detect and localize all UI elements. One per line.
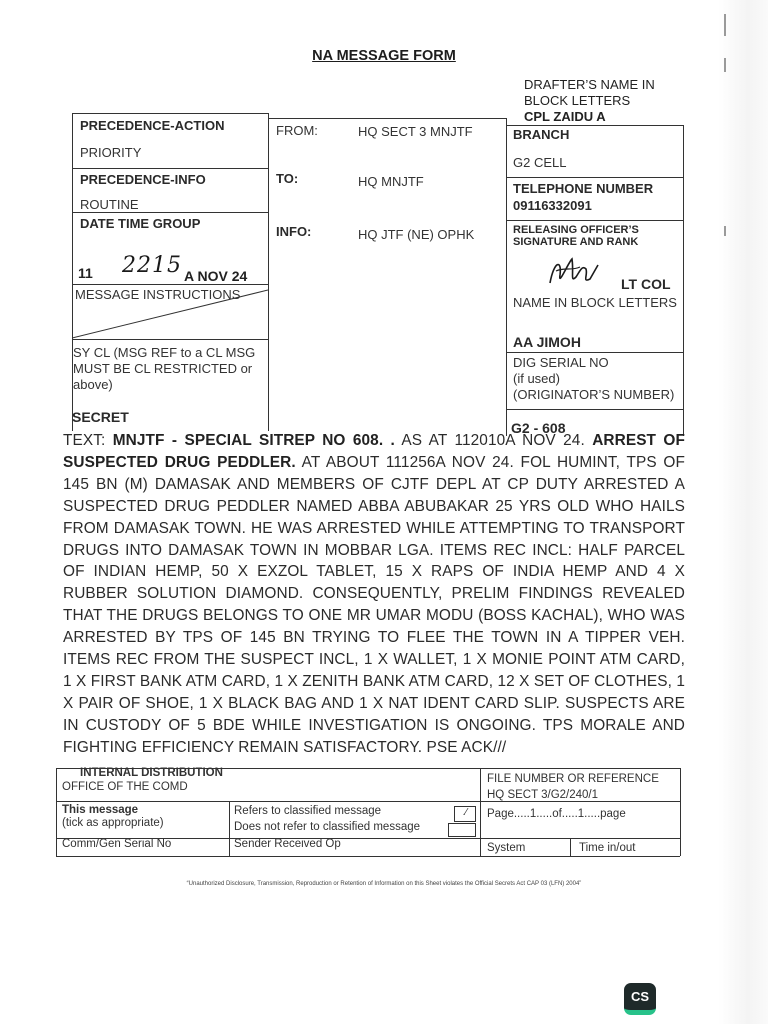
branch-value: G2 CELL bbox=[513, 155, 567, 170]
refers-classified-label: Refers to classified message bbox=[234, 805, 382, 817]
dig-serial-value: G2 - 608 bbox=[511, 420, 566, 436]
scan-edge bbox=[718, 0, 768, 1024]
dtg-label: DATE TIME GROUP bbox=[80, 216, 201, 231]
not-refers-classified-label: Does not refer to classified message bbox=[234, 821, 421, 833]
dtg-month: A NOV 24 bbox=[184, 268, 248, 284]
precedence-info-value: ROUTINE bbox=[80, 197, 139, 212]
drafter-label-line-1: DRAFTER’S NAME IN bbox=[524, 77, 655, 92]
drafter-block bbox=[524, 77, 655, 125]
dtg-day: 11 bbox=[78, 265, 93, 281]
message-text bbox=[63, 430, 685, 759]
officer-signature bbox=[542, 253, 606, 293]
to-label: TO: bbox=[276, 171, 299, 186]
tick-mark: .⁄ bbox=[462, 807, 468, 818]
officer-rank: LT COL bbox=[621, 276, 671, 292]
message-instructions-label: MESSAGE INSTRUCTIONS bbox=[75, 287, 241, 302]
as-at: AS AT 112010A NOV 24. bbox=[394, 432, 593, 449]
precedence-info-label: PRECEDENCE-INFO bbox=[80, 172, 206, 187]
comm-gen-serial-label: Comm/Gen Serial No bbox=[62, 838, 172, 850]
not-refers-tick-box[interactable] bbox=[448, 823, 476, 837]
dig-serial-note-1: (if used) bbox=[513, 371, 560, 386]
security-note-line-3: above) bbox=[73, 377, 113, 392]
dtg-time-handwritten: 2215 bbox=[122, 253, 182, 278]
text-prefix: TEXT: bbox=[63, 432, 113, 449]
internal-distribution-value: OFFICE OF THE COMD bbox=[62, 781, 188, 793]
refers-tick-box[interactable] bbox=[454, 806, 476, 822]
official-secrets-footnote: “Unauthorized Disclosure, Transmission, Reproduction or Retention of Information on this Sheet violates the Official Secrets Act CAP 03 (LFN) 2004” bbox=[186, 881, 582, 887]
sender-received-label: Sender Received Op bbox=[234, 838, 341, 850]
time-in-out-label: Time in/out bbox=[579, 842, 636, 854]
telephone-value: 09116332091 bbox=[513, 198, 592, 213]
this-message-label: This message bbox=[62, 804, 139, 816]
info-value: HQ JTF (NE) OPHK bbox=[358, 227, 475, 242]
releasing-officer-label-2: SIGNATURE AND RANK bbox=[513, 236, 639, 248]
scan-mark bbox=[724, 14, 726, 36]
name-block-letters-label: NAME IN BLOCK LETTERS bbox=[513, 295, 677, 310]
to-value: HQ MNJTF bbox=[358, 174, 424, 189]
internal-distribution-label: INTERNAL DISTRIBUTION bbox=[80, 767, 223, 779]
camscanner-badge: CS bbox=[624, 983, 656, 1015]
dig-serial-label: DIG SERIAL NO bbox=[513, 355, 609, 370]
form-title: NA MESSAGE FORM bbox=[312, 48, 456, 64]
tick-note: (tick as appropriate) bbox=[62, 817, 164, 829]
from-value: HQ SECT 3 MNJTF bbox=[358, 124, 473, 139]
security-note-line-2: MUST BE CL RESTRICTED or bbox=[73, 361, 253, 376]
system-label: System bbox=[487, 842, 526, 854]
drafter-label-line-2: BLOCK LETTERS bbox=[524, 93, 631, 108]
scan-mark bbox=[724, 226, 726, 236]
drafter-name: CPL ZAIDU A bbox=[524, 109, 606, 124]
classification: SECRET bbox=[72, 409, 129, 425]
sitrep-subject: MNJTF - SPECIAL SITREP NO 608. . bbox=[112, 432, 395, 449]
message-body: AT ABOUT 111256A NOV 24. FOL HUMINT, TPS OF 145 BN (M) DAMASAK AND MEMBERS OF CJTF DEPL AT CP DUTY ARRESTED A SUSPECTED DRUG PEDDLER NAMED ABBA ABUBAKAR 25 YRS OLD WHO HAILS FROM DAMASAK TOWN. HE WAS ARRESTED WHILE ATTEMPTING TO TRANSPORT DRUGS INTO DAMASAK TOWN IN MOBBAR LGA. ITEMS REC INCL: HALF PARCEL OF INDIAN HEMP, 50 X EXZOL TABLET, 15 X RAPS OF INDIA HEMP AND 4 X RUBBER SOLUTION DIAMOND. CONSEQUENTLY, PRELIM FINDINGS REVEALED THAT THE DRUGS BELONGS TO ONE MR UMAR MODU (BOSS KACHAL), WHO WAS ARRESTED BY TPS OF 145 BN TRYING TO FLEE THE TOWN IN A TIPPER VEH. ITEMS REC FROM THE SUSPECT INCL, 1 X WALLET, 1 X MONIE POINT ATM CARD, 1 X FIRST BANK ATM CARD, 1 X ZENITH BANK ATM CARD, 12 X SET OF CLOTHES, 1 X PAIR OF SHOE, 1 X BLACK BAG AND 1 X NAT IDENT CARD SLIP. SUSPECTS ARE IN CUSTODY OF 5 BDE WHILE INVESTIGATION IS ONGOING. TPS MORALE AND FIGHTING EFFICIENCY REMAIN SATISFACTORY. PSE ACK/// bbox=[63, 453, 686, 756]
sitrep-headline: ARREST OF SUSPECTED DRUG PEDDLER. bbox=[63, 432, 685, 471]
security-note-line-1: SY CL (MSG REF to a CL MSG bbox=[73, 345, 256, 360]
precedence-action-label: PRECEDENCE-ACTION bbox=[80, 118, 225, 133]
file-reference-label: FILE NUMBER OR REFERENCE bbox=[487, 773, 659, 785]
officer-name: AA JIMOH bbox=[513, 334, 581, 350]
page-count: Page.....1.....of.....1.....page bbox=[487, 808, 626, 820]
telephone-label: TELEPHONE NUMBER bbox=[513, 181, 654, 196]
releasing-officer-label-1: RELEASING OFFICER’S bbox=[513, 224, 639, 236]
dig-serial-note-2: (ORIGINATOR’S NUMBER) bbox=[513, 387, 675, 402]
precedence-action-value: PRIORITY bbox=[80, 145, 142, 160]
branch-label: BRANCH bbox=[513, 127, 570, 142]
from-label: FROM: bbox=[276, 123, 318, 138]
info-label: INFO: bbox=[276, 224, 312, 239]
file-reference-value: HQ SECT 3/G2/240/1 bbox=[487, 789, 599, 801]
